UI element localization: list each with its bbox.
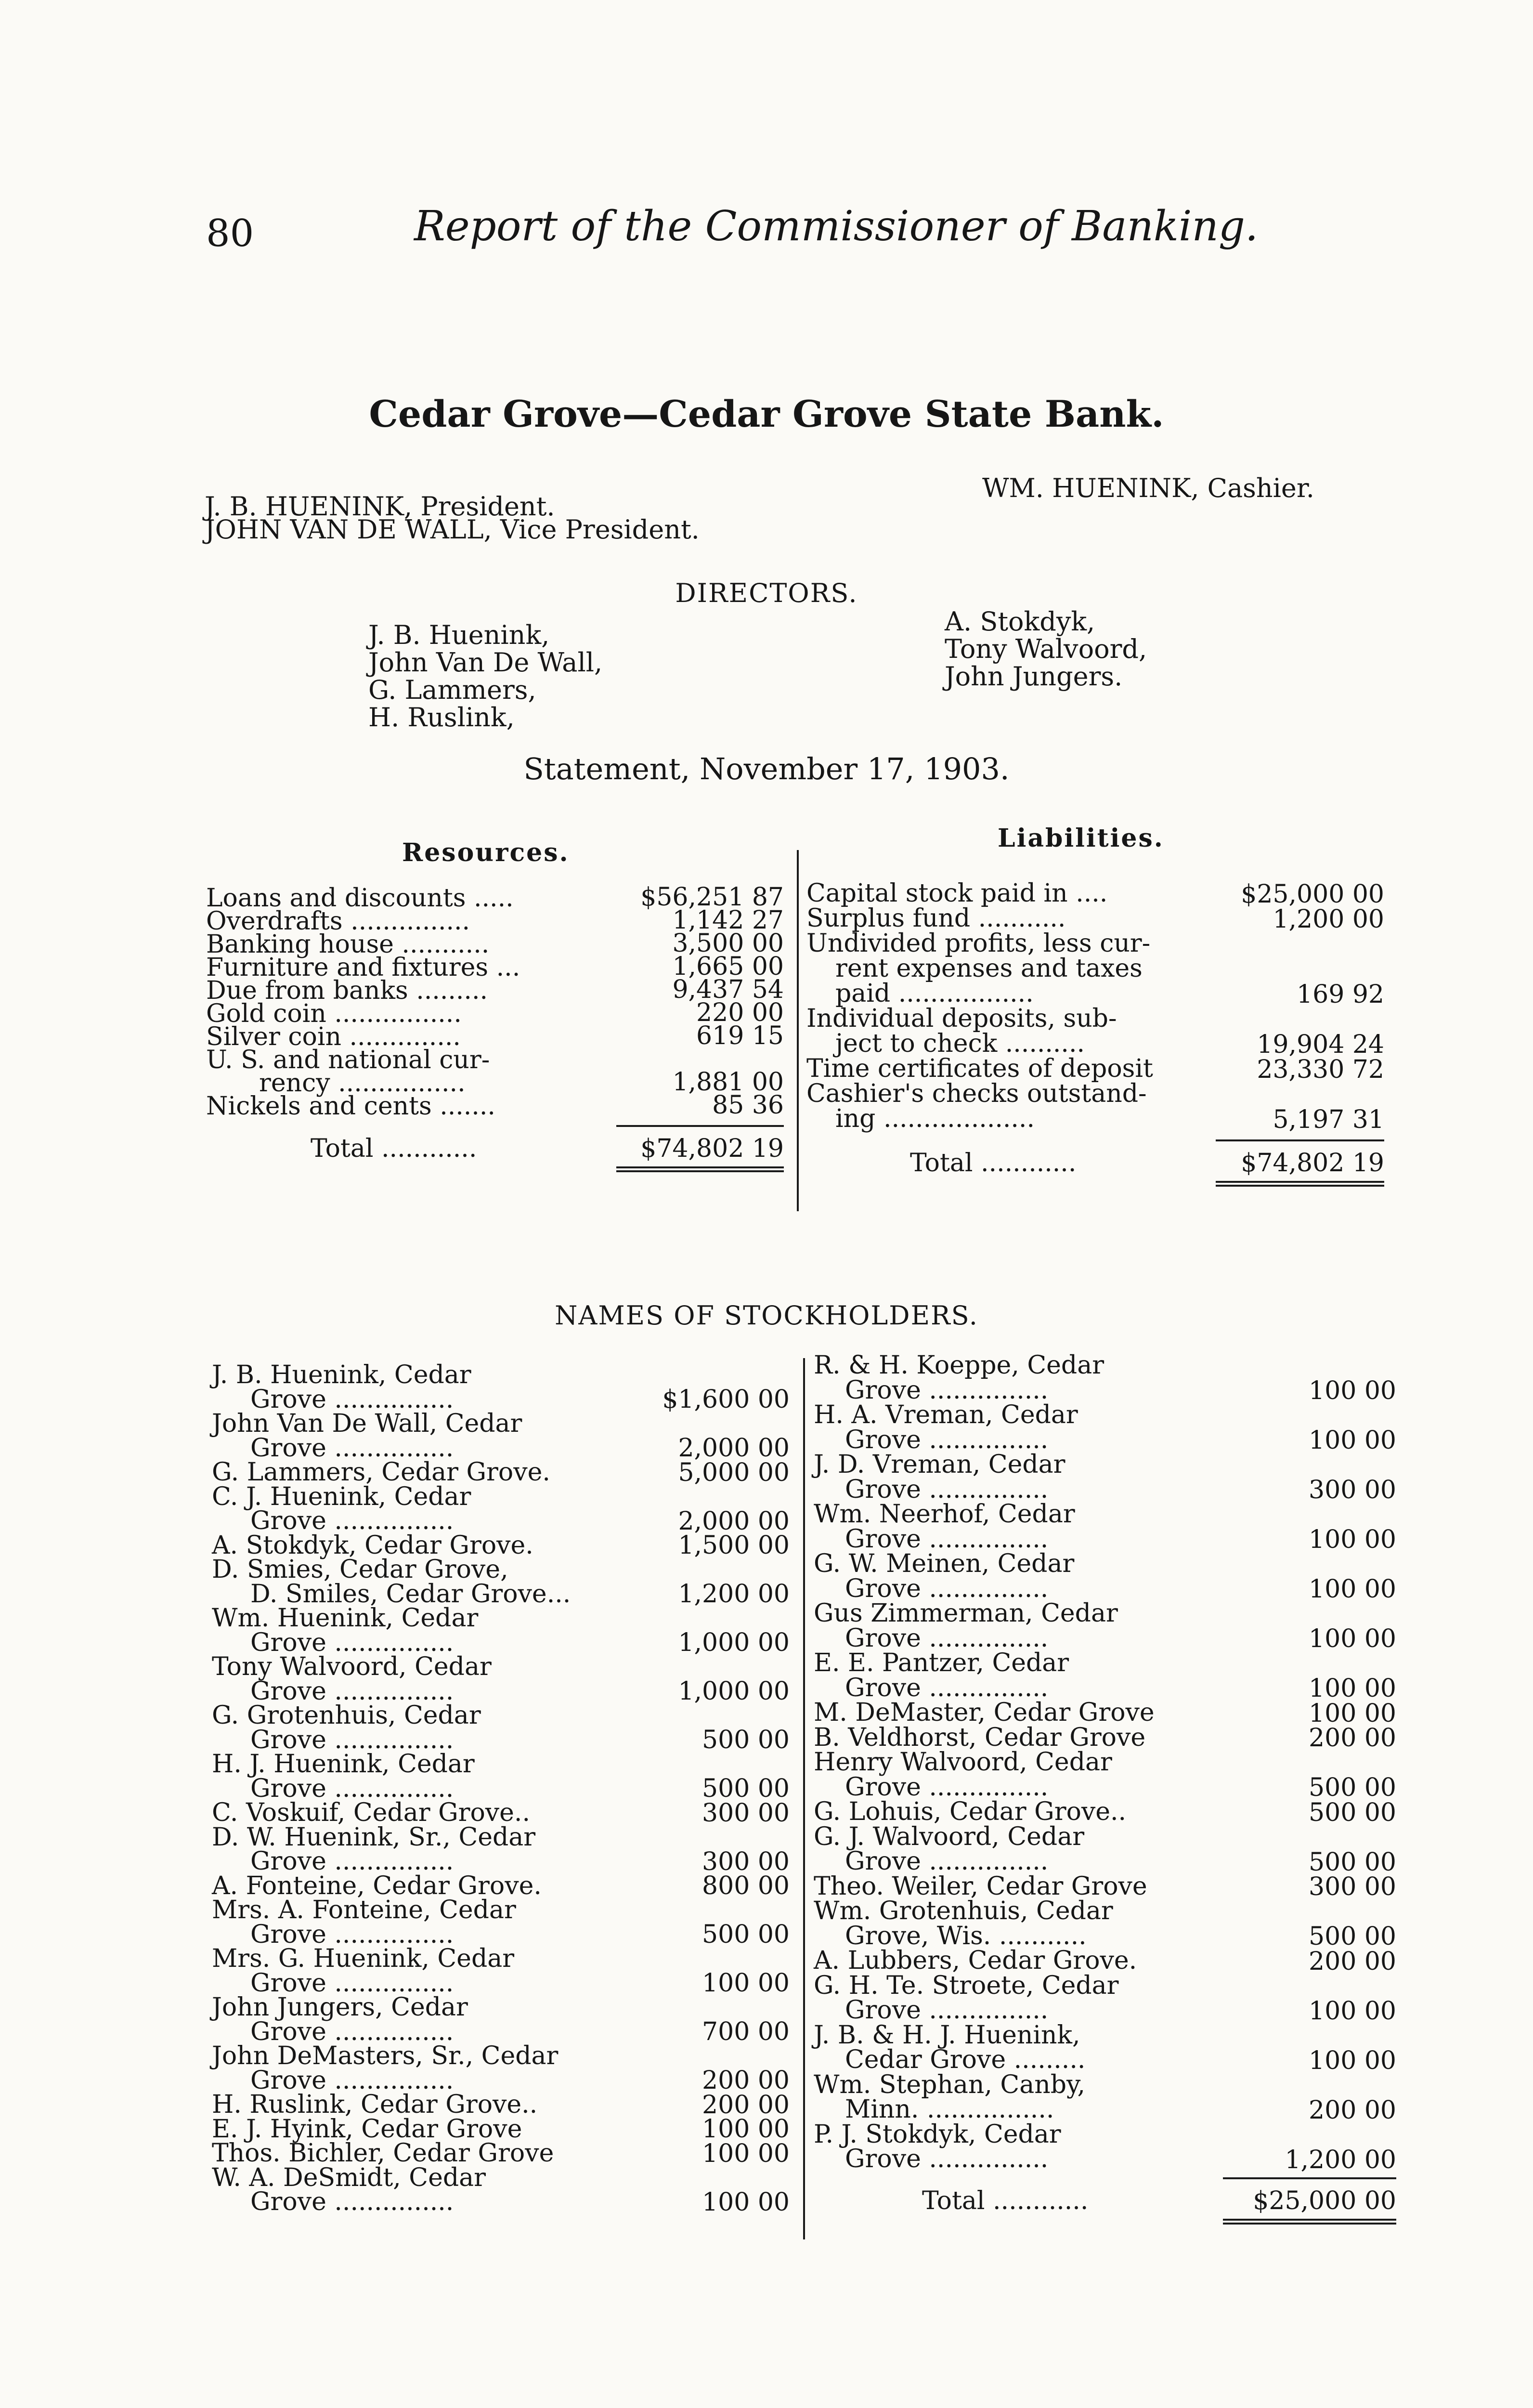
row-amount: 200 00 xyxy=(1309,1947,1396,1976)
director-name: John Van De Wall, xyxy=(368,647,603,678)
ledger-row xyxy=(814,1601,1396,1651)
row-amount: 300 00 xyxy=(702,1847,790,1876)
row-amount: 100 00 xyxy=(1309,1525,1396,1554)
row-label: Grove ............... xyxy=(845,1623,1049,1653)
row-amount: 1,881 00 xyxy=(672,1068,784,1097)
row-label: Nickels and cents ....... xyxy=(206,1092,495,1121)
row-label: Grove ............... xyxy=(250,1774,454,1803)
row-amount: 5,000 00 xyxy=(678,1458,790,1487)
row-label: Grove ............... xyxy=(845,2145,1049,2173)
director-name: G. Lammers, xyxy=(368,675,536,705)
row-amount: 9,437 54 xyxy=(672,975,784,1004)
ledger-row xyxy=(814,1750,1396,1800)
row-label: ject to check .......... xyxy=(835,1029,1085,1058)
row-label: A. Lubbers, Cedar Grove. xyxy=(814,1946,1137,1975)
row-amount: 169 92 xyxy=(1297,980,1384,1009)
row-amount: 100 00 xyxy=(1309,1996,1396,2026)
ledger-row xyxy=(212,1871,790,1900)
row-label: B. Veldhorst, Cedar Grove xyxy=(814,1723,1146,1752)
row-label: Thos. Bichler, Cedar Grove xyxy=(212,2139,554,2168)
row-amount: 500 00 xyxy=(1309,1798,1396,1827)
ledger-row xyxy=(814,1353,1396,1403)
row-amount: $56,251 87 xyxy=(640,883,784,912)
ledger-row xyxy=(814,1698,1396,1728)
running-title: Report of the Commissioner of Banking. xyxy=(414,202,1259,250)
row-amount: 23,330 72 xyxy=(1257,1055,1384,1084)
ledger-row xyxy=(212,1944,790,1998)
row-amount: 500 00 xyxy=(702,1774,790,1803)
row-label: Mrs. A. Fonteine, Cedar xyxy=(212,1896,516,1924)
ledger-row xyxy=(212,1652,790,1706)
ledger-row xyxy=(212,2044,790,2093)
ledger-row xyxy=(814,1502,1396,1552)
row-amount: 1,200 00 xyxy=(1273,905,1384,934)
ledger-row xyxy=(212,1409,790,1463)
ledger-row xyxy=(806,879,1384,909)
row-amount: 500 00 xyxy=(702,1920,790,1949)
row-label: rency ................ xyxy=(259,1069,466,1098)
row-label: Cedar Grove ......... xyxy=(845,2045,1086,2074)
row-label: Furniture and fixtures ... xyxy=(206,953,520,982)
row-label: E. J. Hyink, Cedar Grove xyxy=(212,2114,522,2144)
ledger-row xyxy=(814,1651,1396,1701)
row-amount: 100 00 xyxy=(1309,1376,1396,1405)
director-name: A. Stokdyk, xyxy=(945,606,1095,637)
row-label: M. DeMaster, Cedar Grove xyxy=(814,1698,1155,1727)
total-rule xyxy=(616,1125,784,1127)
bank-title: Cedar Grove—Cedar Grove State Bank. xyxy=(369,393,1164,435)
ledger-row xyxy=(212,1606,790,1655)
row-amount: 300 00 xyxy=(702,1798,790,1828)
row-label: Grove ............... xyxy=(845,1847,1049,1876)
row-amount: 100 00 xyxy=(1309,1426,1396,1455)
row-label: ing ................... xyxy=(835,1104,1035,1133)
directors-left-column xyxy=(368,621,602,731)
row-label: R. & H. Koeppe, Cedar xyxy=(814,1351,1104,1380)
ledger-row xyxy=(814,2020,1396,2075)
row-label: Individual deposits, sub- xyxy=(806,1004,1117,1033)
total-rule xyxy=(1223,2177,1396,2179)
ledger-row xyxy=(212,1798,790,1828)
row-label: John Van De Wall, Cedar xyxy=(212,1409,522,1438)
row-amount: 100 00 xyxy=(1309,1624,1396,1653)
row-amount: 500 00 xyxy=(702,1726,790,1754)
total-amount: $25,000 00 xyxy=(1253,2186,1396,2215)
row-label: John Jungers, Cedar xyxy=(212,1993,468,2022)
row-label: Grove ............... xyxy=(845,1475,1049,1504)
row-label: Minn. ................ xyxy=(845,2095,1054,2124)
row-label: Wm. Grotenhuis, Cedar xyxy=(814,1897,1113,1925)
row-label: Banking house ........... xyxy=(206,930,490,959)
vice-president-line: JOHN VAN DE WALL, Vice President. xyxy=(205,514,700,545)
row-amount: 200 00 xyxy=(702,2090,790,2120)
row-label: D. W. Huenink, Sr., Cedar xyxy=(212,1822,536,1852)
director-name: John Jungers. xyxy=(945,661,1123,692)
row-label: Grove ............... xyxy=(250,1920,454,1949)
ledger-row xyxy=(814,1822,1396,1877)
row-label: Wm. Huenink, Cedar xyxy=(212,1604,479,1633)
row-amount: $25,000 00 xyxy=(1241,880,1384,909)
row-amount: 100 00 xyxy=(702,1969,790,1998)
row-amount: 100 00 xyxy=(702,2115,790,2144)
ledger-row xyxy=(212,1533,790,1558)
row-amount: 500 00 xyxy=(1309,1922,1396,1951)
row-amount: 800 00 xyxy=(702,1871,790,1900)
row-label: Tony Walvoord, Cedar xyxy=(212,1652,492,1681)
row-label: G. Lammers, Cedar Grove. xyxy=(212,1458,550,1487)
statement-divider xyxy=(797,850,799,1211)
ledger-row xyxy=(814,1946,1396,1976)
row-label: Grove ............... xyxy=(845,1524,1049,1554)
ledger-row xyxy=(814,1971,1396,2026)
row-label: Henry Walvoord, Cedar xyxy=(814,1748,1112,1777)
row-label: A. Fonteine, Cedar Grove. xyxy=(212,1871,542,1900)
row-amount: 200 00 xyxy=(1309,1724,1396,1753)
ledger-row xyxy=(212,2141,790,2166)
row-label: Grove ............... xyxy=(250,1506,454,1535)
row-amount: 200 00 xyxy=(702,2066,790,2095)
row-amount: 85 36 xyxy=(712,1091,784,1120)
row-label: U. S. and national cur- xyxy=(206,1046,490,1074)
row-amount: $1,600 00 xyxy=(662,1385,790,1414)
row-label: Theo. Weiler, Cedar Grove xyxy=(814,1871,1147,1901)
ledger-row xyxy=(814,1400,1396,1455)
ledger-row xyxy=(814,2122,1396,2172)
row-label: Silver coin .............. xyxy=(206,1022,461,1051)
ledger-row xyxy=(814,1450,1396,1505)
ledger-row xyxy=(806,931,1384,1007)
row-label: J. D. Vreman, Cedar xyxy=(814,1450,1065,1479)
ledger-row xyxy=(212,1555,790,1609)
director-name: J. B. Huenink, xyxy=(368,620,550,650)
total-double-rule xyxy=(1216,1181,1384,1187)
row-amount: 2,000 00 xyxy=(678,1506,790,1536)
directors-right-column xyxy=(945,608,1147,690)
total-rule xyxy=(1216,1139,1384,1141)
total-amount: $74,802 19 xyxy=(1241,1149,1384,1178)
ledger-row xyxy=(814,1549,1396,1604)
row-label: Grove ............... xyxy=(250,1385,454,1414)
ledger-row xyxy=(212,1995,790,2044)
row-label: Gus Zimmerman, Cedar xyxy=(814,1599,1118,1628)
ledger-row xyxy=(806,1054,1384,1084)
row-label: Grove ............... xyxy=(845,1574,1049,1603)
row-label: Cashier's checks outstand- xyxy=(806,1079,1147,1108)
row-label: Grove ............... xyxy=(250,1628,454,1657)
row-amount: 300 00 xyxy=(1309,1872,1396,1901)
ledger-row xyxy=(806,1079,1384,1134)
row-label: Grove ............... xyxy=(250,2066,454,2095)
row-amount: 100 00 xyxy=(702,2139,790,2168)
row-label: P. J. Stokdyk, Cedar xyxy=(814,2120,1061,2149)
row-amount: 1,500 00 xyxy=(678,1531,790,1560)
total-label: Total ............ xyxy=(910,1149,1077,1178)
row-label: H. J. Huenink, Cedar xyxy=(212,1750,475,1779)
row-label: Grove ............... xyxy=(250,1433,454,1463)
row-label: D. Smiles, Cedar Grove... xyxy=(250,1579,571,1609)
statement-title: Statement, November 17, 1903. xyxy=(523,751,1010,786)
total-double-rule xyxy=(616,1166,784,1172)
row-label: C. J. Huenink, Cedar xyxy=(212,1482,471,1511)
row-label: H. Ruslink, Cedar Grove.. xyxy=(212,2090,538,2119)
ledger-row xyxy=(212,1898,790,1947)
total-amount: $74,802 19 xyxy=(640,1134,784,1163)
row-label: Grove ............... xyxy=(845,1425,1049,1454)
row-label: Grove ............... xyxy=(845,1772,1049,1802)
row-amount: 100 00 xyxy=(1309,1575,1396,1604)
ledger-row xyxy=(212,1460,790,1485)
stockholders-heading: NAMES OF STOCKHOLDERS. xyxy=(555,1300,978,1331)
ledger-row xyxy=(212,1363,790,1412)
row-label: D. Smies, Cedar Grove, xyxy=(212,1555,508,1584)
ledger-row xyxy=(212,2163,790,2217)
row-label: G. J. Walvoord, Cedar xyxy=(814,1822,1085,1851)
ledger-row xyxy=(806,1004,1384,1059)
row-label: Grove ............... xyxy=(845,1996,1049,2025)
row-label: Overdrafts ............... xyxy=(206,907,470,936)
row-amount: 100 00 xyxy=(1309,2046,1396,2075)
row-amount: 200 00 xyxy=(1309,2095,1396,2125)
row-label: Loans and discounts ..... xyxy=(206,884,514,913)
row-amount: 100 00 xyxy=(1309,1674,1396,1703)
row-label: H. A. Vreman, Cedar xyxy=(814,1400,1078,1429)
ledger-row xyxy=(212,1752,790,1801)
row-label: Surplus fund ........... xyxy=(806,904,1066,933)
row-label: G. Lohuis, Cedar Grove.. xyxy=(814,1797,1127,1826)
directors-heading: DIRECTORS. xyxy=(675,578,858,608)
row-label: Mrs. G. Huenink, Cedar xyxy=(212,1944,515,1973)
stockholders-divider xyxy=(803,1358,805,2239)
ledger-row xyxy=(814,1899,1396,1949)
ledger-row xyxy=(212,2114,790,2144)
total-label: Total ............ xyxy=(922,2186,1089,2215)
row-label: G. Grotenhuis, Cedar xyxy=(212,1701,481,1730)
row-label: Grove ............... xyxy=(250,1847,454,1876)
ledger-row xyxy=(806,904,1384,934)
ledger-row xyxy=(206,1046,784,1098)
row-amount: 1,665 00 xyxy=(672,952,784,981)
row-amount: 2,000 00 xyxy=(678,1434,790,1463)
row-amount: 220 00 xyxy=(696,998,784,1027)
row-label: E. E. Pantzer, Cedar xyxy=(814,1649,1069,1677)
row-label: Grove ............... xyxy=(250,1968,454,1998)
total-double-rule xyxy=(1223,2219,1396,2225)
row-label: paid ................. xyxy=(835,979,1034,1008)
resources-heading: Resources. xyxy=(402,838,570,867)
row-label: Grove, Wis. ........... xyxy=(845,1921,1087,1950)
row-amount: 700 00 xyxy=(702,2017,790,2046)
page-number: 80 xyxy=(206,212,254,255)
row-amount: 1,200 00 xyxy=(678,1580,790,1609)
cashier-line: WM. HUENINK, Cashier. xyxy=(982,473,1314,503)
row-label: Wm. Stephan, Canby, xyxy=(814,2070,1086,2099)
row-label: C. Voskuif, Cedar Grove.. xyxy=(212,1798,530,1827)
ledger-row xyxy=(212,2090,790,2120)
row-label: Grove ............... xyxy=(250,2187,454,2216)
president-line: J. B. HUENINK, President. xyxy=(205,491,555,522)
row-amount: 5,197 31 xyxy=(1273,1105,1384,1134)
total-label: Total ............ xyxy=(311,1134,477,1163)
row-label: Capital stock paid in .... xyxy=(806,879,1108,908)
row-amount: 3,500 00 xyxy=(672,929,784,958)
row-label: Due from banks ......... xyxy=(206,976,488,1005)
row-label: G. W. Meinen, Cedar xyxy=(814,1549,1075,1578)
row-amount: 19,904 24 xyxy=(1257,1030,1384,1059)
row-label: G. H. Te. Stroete, Cedar xyxy=(814,1971,1119,2000)
director-name: Tony Walvoord, xyxy=(945,634,1147,664)
row-label: rent expenses and taxes xyxy=(835,954,1143,983)
row-amount: 500 00 xyxy=(1309,1847,1396,1877)
row-label: Grove ............... xyxy=(250,1725,454,1754)
row-label: Time certificates of deposit xyxy=(806,1054,1153,1083)
director-name: H. Ruslink, xyxy=(368,702,515,733)
row-label: Grove ............... xyxy=(250,1676,454,1706)
row-label: W. A. DeSmidt, Cedar xyxy=(212,2163,486,2192)
ledger-row xyxy=(212,1822,790,1876)
row-label: Undivided profits, less cur- xyxy=(806,929,1151,958)
ledger-row xyxy=(814,1723,1396,1753)
ledger-row xyxy=(212,1482,790,1536)
ledger-row xyxy=(814,1871,1396,1901)
row-label: Wm. Neerhof, Cedar xyxy=(814,1500,1075,1529)
ledger-row xyxy=(206,1021,784,1051)
row-amount: 1,000 00 xyxy=(678,1677,790,1706)
row-label: Gold coin ................ xyxy=(206,999,462,1028)
row-amount: 619 15 xyxy=(696,1021,784,1050)
ledger-row xyxy=(206,1091,784,1121)
row-label: A. Stokdyk, Cedar Grove. xyxy=(212,1531,533,1560)
row-label: J. B. Huenink, Cedar xyxy=(212,1361,471,1389)
liabilities-heading: Liabilities. xyxy=(998,824,1164,853)
row-label: Grove ............... xyxy=(250,2017,454,2046)
row-amount: 1,000 00 xyxy=(678,1628,790,1657)
row-label: John DeMasters, Sr., Cedar xyxy=(212,2042,559,2070)
ledger-row xyxy=(814,2070,1396,2125)
row-amount: 100 00 xyxy=(1309,1699,1396,1728)
ledger-row xyxy=(814,1797,1396,1827)
row-amount: 1,142 27 xyxy=(672,906,784,935)
row-amount: 100 00 xyxy=(702,2187,790,2217)
row-label: Grove ............... xyxy=(845,1375,1049,1405)
row-label: J. B. & H. J. Huenink, xyxy=(814,2020,1080,2050)
row-amount: 1,200 00 xyxy=(1285,2145,1396,2174)
ledger-row xyxy=(212,1703,790,1752)
row-amount: 500 00 xyxy=(1309,1773,1396,1802)
row-amount: 300 00 xyxy=(1309,1476,1396,1505)
row-label: Grove ............... xyxy=(845,1673,1049,1702)
